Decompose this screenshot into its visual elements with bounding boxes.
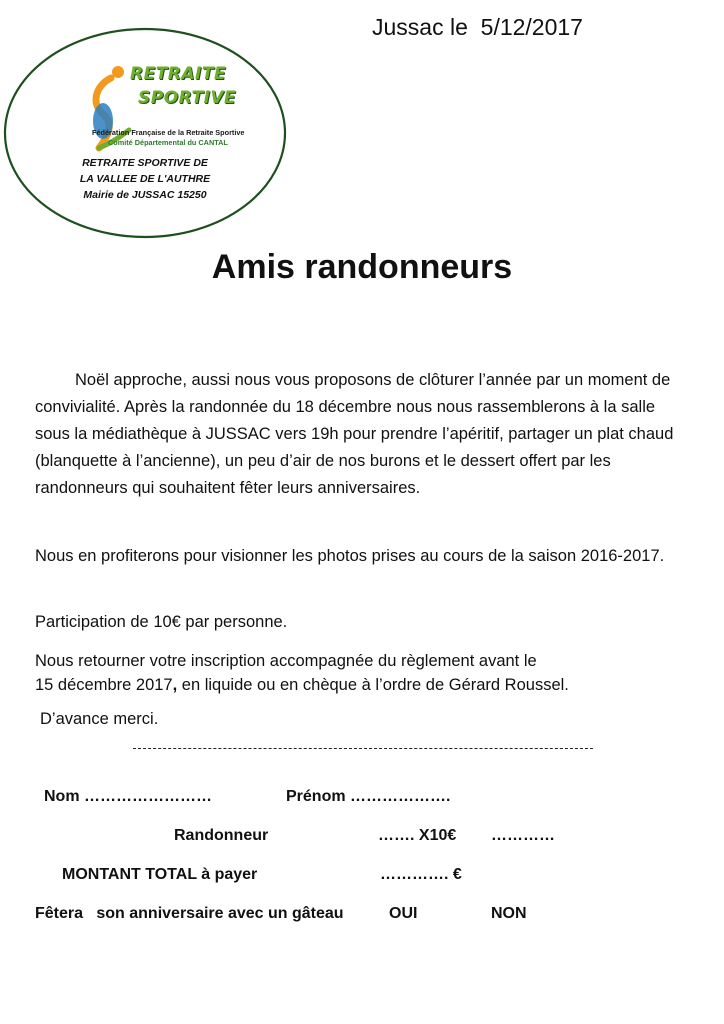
- registration-payment: en liquide ou en chèque à l’ordre de Gérard Roussel.: [177, 676, 569, 694]
- photos-paragraph: Nous en profiterons pour visionner les photos prises au cours de la saison 2016-2017.: [35, 547, 665, 565]
- page-title: Amis randonneurs: [211, 248, 513, 286]
- logo-federation: Fédération Française de la Retraite Sportive: [92, 128, 245, 137]
- club-address-line: Mairie de JUSSAC 15250: [83, 189, 207, 201]
- form-randonneur-count[interactable]: ……. X10€: [378, 827, 457, 844]
- club-name-line: RETRAITE SPORTIVE DE: [82, 157, 208, 169]
- registration-comma: ,: [172, 676, 178, 694]
- club-name-line: LA VALLEE DE L'AUTHRE: [79, 173, 211, 185]
- logo-word-sportive: SPORTIVE: [138, 88, 237, 108]
- form-montant-value[interactable]: …………. €: [380, 866, 462, 883]
- participation-paragraph: Participation de 10€ par personne.: [35, 613, 288, 631]
- intro-paragraph: Noël approche, aussi nous vous proposons de clôturer l’année par un moment de convivialité. Après la randonnée du 18 décembre nous nous rassemblerons à la salle sous la médiathèque à JUSSAC vers 19h pour prendre l’apéritif, partager un plat chaud (blanquette à l’ancienne), un peu d’air de nos burons et le dessert offert par les randonneurs qui souhaitent fêter leurs anniversaires.: [35, 371, 674, 497]
- logo-comite: Comité Départemental du CANTAL: [108, 138, 228, 147]
- form-birthday-non[interactable]: NON: [491, 905, 527, 922]
- registration-deadline: 15 décembre 2017: [35, 676, 173, 694]
- form-montant-label: MONTANT TOTAL à payer: [62, 866, 258, 883]
- form-randonneur-total[interactable]: …………: [491, 827, 555, 844]
- registration-line1: Nous retourner votre inscription accompagnée du règlement avant le: [35, 652, 537, 670]
- thanks-line: D’avance merci.: [40, 710, 159, 728]
- registration-paragraph: [35, 649, 675, 697]
- logo-word-retraite: RETRAITE: [130, 64, 227, 84]
- form-randonneur-label: Randonneur: [174, 827, 269, 844]
- form-prenom-field[interactable]: Prénom ……………….: [286, 788, 451, 805]
- form-nom-field[interactable]: Nom ……………………: [44, 788, 212, 805]
- cut-line-divider: [133, 748, 593, 749]
- form-birthday-label: Fêtera son anniversaire avec un gâteau: [35, 905, 344, 922]
- document-date: Jussac le 5/12/2017: [372, 14, 583, 40]
- form-birthday-oui[interactable]: OUI: [389, 905, 418, 922]
